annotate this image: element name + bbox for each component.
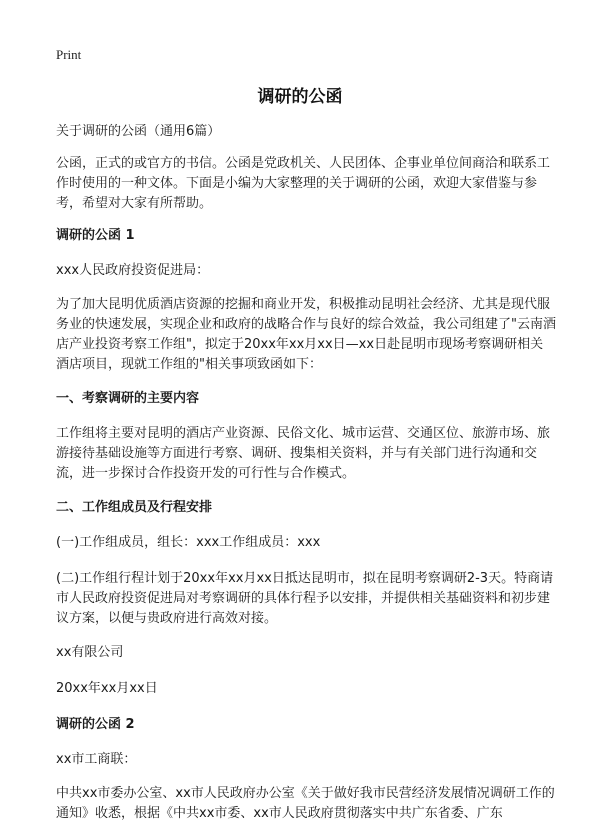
document-subtitle: 关于调研的公函（通用6篇） — [56, 124, 221, 139]
letter1-paragraph: 为了加大昆明优质酒店资源的挖掘和商业开发，积极推动昆明社会经济、尤其是现代服务业的快速发展，实现企业和政府的战略合作与良好的综合效益，我公司组建了"云南酒店产业投资考察工作组"，拟定于20xx年xx月xx日—xx日赴昆明市现场考察调研相关酒店项目，现就工作组的"相关事项致函如下： — [56, 297, 556, 372]
letter1-heading: 调研的公函 1 — [56, 228, 135, 243]
letter1-members: (一)工作组成员，组长：xxx工作组成员：xxx — [56, 535, 321, 550]
letter2-heading: 调研的公函 2 — [56, 717, 135, 732]
letter1-section1-text: 工作组将主要对昆明的酒店产业资源、民俗文化、城市运营、交通区位、旅游市场、旅游接待基础设施等方面进行考察、调研、搜集相关资料，并与有关部门进行沟通和交流，进一步探讨合作投资开发的可行性与合作模式。 — [56, 426, 551, 481]
letter1-address: xxx人民政府投资促进局： — [56, 263, 210, 278]
print-link[interactable]: Print — [56, 47, 82, 62]
letter1-schedule: (二)工作组行程计划于20xx年xx月xx日抵达昆明市，拟在昆明考察调研2-3天。特商请市人民政府投资促进局对考察调研的具体行程予以安排，并提供相关基础资料和初步建议方案，以便与贵政府进行高效对接。 — [56, 571, 554, 626]
letter1-section1-heading: 一、考察调研的主要内容 — [56, 391, 200, 406]
document-body — [56, 122, 556, 838]
letter1-signature: xx有限公司 — [56, 645, 124, 660]
letter2-address: xx市工商联： — [56, 752, 137, 767]
document-title: 调研的公函 — [257, 87, 343, 107]
letter2-paragraph: 中共xx市委办公室、xx市人民政府办公室《关于做好我市民营经济发展情况调研工作的通知》收悉，根据《中共xx市委、xx市人民政府贯彻落实中共广东省委、广东 — [56, 786, 555, 821]
letter1-date: 20xx年xx月xx日 — [56, 681, 158, 696]
intro-paragraph: 公函，正式的或官方的书信。公函是党政机关、人民团体、企事业单位间商洽和联系工作时使用的一种文体。下面是小编为大家整理的关于调研的公函，欢迎大家借鉴与参考，希望对大家有所帮助。 — [56, 156, 551, 211]
letter1-section2-heading: 二、工作组成员及行程安排 — [56, 500, 213, 515]
